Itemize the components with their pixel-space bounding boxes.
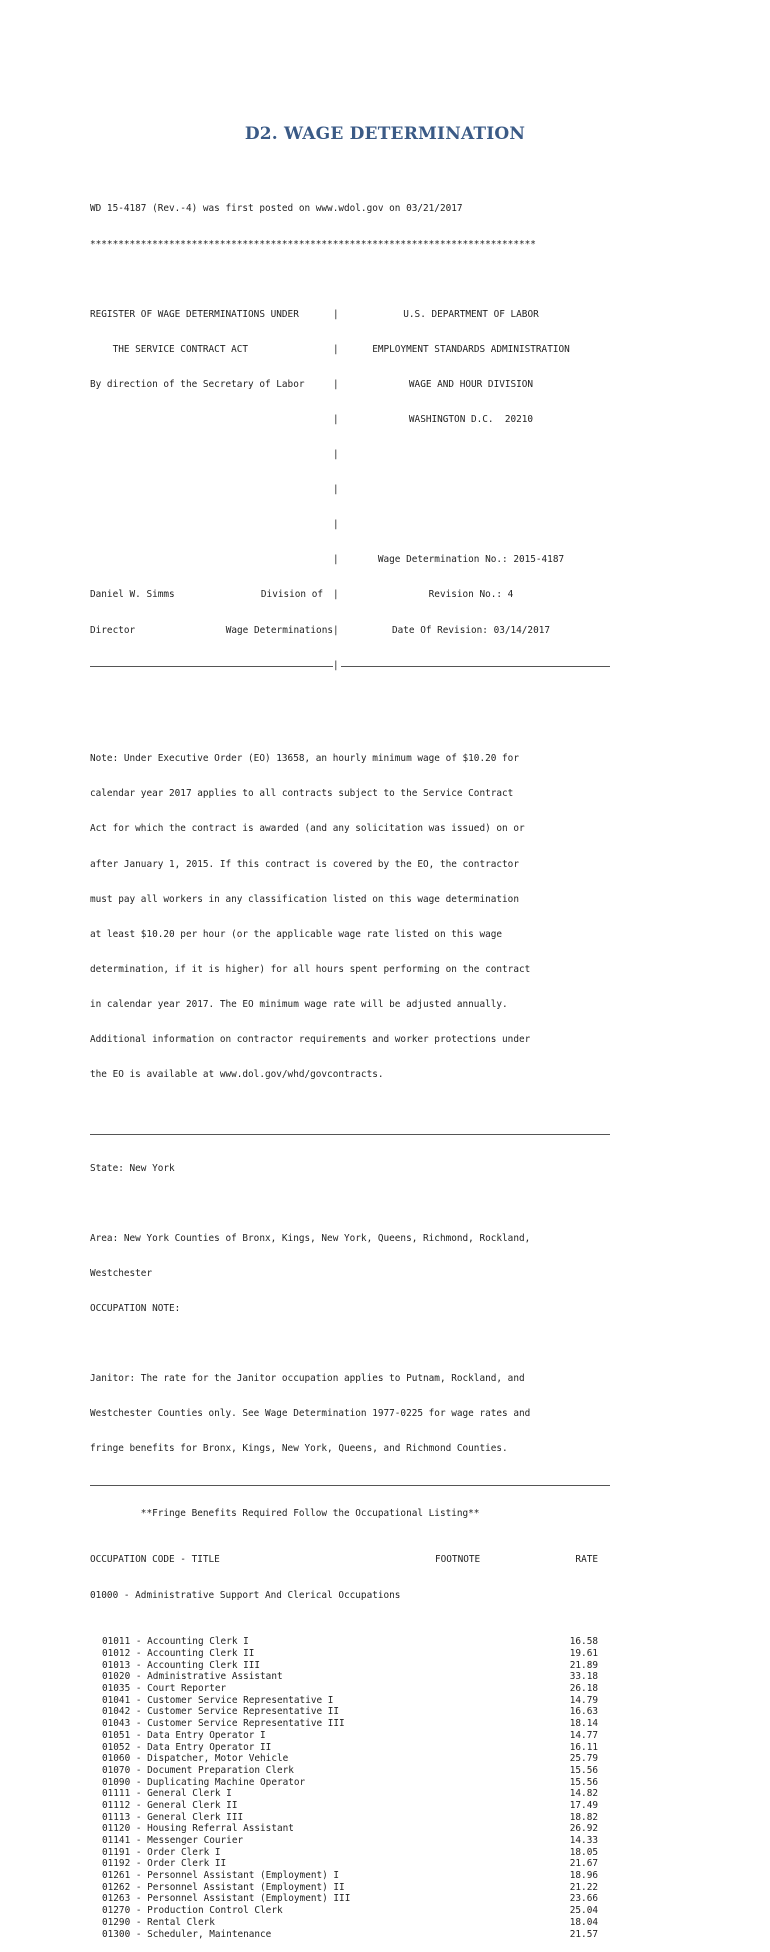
page-title: D2. WAGE DETERMINATION [244, 124, 526, 144]
table-row [90, 1882, 610, 1894]
table-row [90, 1870, 610, 1882]
occupation-code-title: 01141 - Messenger Courier [102, 1835, 244, 1846]
column-header-rate: RATE [575, 1554, 598, 1566]
occupation-rate: 18.96 [569, 1870, 598, 1882]
occupation-code-title: 01041 - Customer Service Representative I [102, 1694, 334, 1706]
table-row [90, 1753, 610, 1765]
table-row [90, 1648, 610, 1660]
occupation-code-title: 01270 - Production Control Clerk [102, 1905, 283, 1917]
occupation-rate: 18.14 [569, 1718, 598, 1730]
table-row [90, 1706, 610, 1718]
occupation-rate: 21.89 [569, 1659, 598, 1671]
divider [90, 1128, 610, 1140]
table-row [90, 1660, 610, 1672]
janitor-note-line: fringe benefits for Bronx, Kings, New York, Queens, and Richmond Counties. [90, 1443, 508, 1455]
occupation-rate: 18.04 [569, 1916, 598, 1928]
occupation-code-title: 01112 - General Clerk II [102, 1799, 238, 1811]
occupation-rate: 14.77 [569, 1729, 598, 1741]
occupation-code-title: 01070 - Document Preparation Clerk [102, 1764, 294, 1776]
wage-determination-number: Wage Determination No.: 2015-4187 [377, 554, 565, 566]
table-row [90, 1835, 610, 1847]
note-line: after January 1, 2015. If this contract is covered by the EO, the contractor [90, 858, 519, 870]
note-line: calendar year 2017 applies to all contracts subject to the Service Contract [90, 788, 514, 800]
occupation-code-title: 01035 - Court Reporter [102, 1683, 227, 1695]
occupation-rate: 14.79 [569, 1694, 598, 1706]
occupation-rate: 33.18 [569, 1671, 598, 1683]
occupation-rate: 21.22 [569, 1881, 598, 1893]
occupation-rate: 14.33 [569, 1835, 598, 1846]
occupation-rate: 14.82 [569, 1788, 598, 1800]
occupation-rate: 18.05 [569, 1846, 598, 1858]
occupation-code-title: 01261 - Personnel Assistant (Employment) I [102, 1870, 340, 1882]
table-row [90, 1905, 610, 1917]
header-block: REGISTER OF WAGE DETERMINATIONS UNDER | U.S. DEPARTMENT OF LABOR THE SERVICE CONTRACT ACT | EMPLOYMENT STANDARDS ADMINISTRATION By direction of the Secretary of Labor | WAGE AND HOUR DIVISION | WASHINGTON D.C. 20210 | | | | Wage Determination No.: 2015-4187 Daniel W. Simms Division of | Revision No.: 4 Director Wage Determinations | Date Of Revision: 03/14/2017 | [90, 285, 610, 694]
janitor-note-line: Janitor: The rate for the Janitor occupation applies to Putnam, Rockland, and [90, 1373, 525, 1385]
occupation-rate: 16.11 [569, 1741, 598, 1753]
note-line: at least $10.20 per hour (or the applicable wage rate listed on this wage [90, 928, 503, 940]
occupation-rate: 26.18 [569, 1683, 598, 1695]
occupation-code-title: 01290 - Rental Clerk [102, 1916, 215, 1928]
table-row [90, 1765, 610, 1777]
table-row [90, 1812, 610, 1824]
occupation-rate: 21.57 [569, 1928, 598, 1940]
occupation-group-title: 01000 - Administrative Support And Clerical Occupations [90, 1589, 401, 1601]
signer-title: Director [90, 624, 136, 636]
occupation-rate: 18.82 [569, 1811, 598, 1823]
signer-name: Daniel W. Simms [90, 589, 175, 601]
header-right-2: EMPLOYMENT STANDARDS ADMINISTRATION [372, 343, 570, 355]
column-header-footnote: FOOTNOTE [435, 1554, 481, 1566]
note-line: Note: Under Executive Order (EO) 13658, an hourly minimum wage of $10.20 for [90, 753, 519, 765]
table-row [90, 1695, 610, 1707]
table-row [90, 1847, 610, 1859]
table-row [90, 1893, 610, 1905]
revision-number: Revision No.: 4 [428, 589, 514, 601]
table-row [90, 1777, 610, 1789]
occupation-code-title: 01263 - Personnel Assistant (Employment) III [102, 1893, 351, 1905]
occupation-code-title: 01120 - Housing Referral Assistant [102, 1823, 294, 1835]
occupation-code-title: 01020 - Administrative Assistant [102, 1671, 283, 1683]
table-row [90, 1858, 610, 1870]
note-line: Act for which the contract is awarded (and any solicitation was issued) on or [90, 823, 525, 835]
occupation-code-title: 01191 - Order Clerk I [102, 1846, 221, 1858]
note-line: the EO is available at www.dol.gov/whd/govcontracts. [90, 1069, 384, 1081]
note-line: in calendar year 2017. The EO minimum wage rate will be adjusted annually. [90, 998, 508, 1010]
occupation-rate: 25.79 [569, 1753, 598, 1765]
occupation-rate: 17.49 [569, 1799, 598, 1811]
header-right-3: WAGE AND HOUR DIVISION [408, 378, 534, 390]
note-line: must pay all workers in any classification listed on this wage determination [90, 893, 519, 905]
occupation-code-title: 01192 - Order Clerk II [102, 1858, 227, 1870]
occupation-rate: 16.63 [569, 1706, 598, 1718]
occupation-code-title: 01090 - Duplicating Machine Operator [102, 1776, 306, 1788]
janitor-note-line: Westchester Counties only. See Wage Determination 1977-0225 for wage rates and [90, 1408, 531, 1420]
star-divider: ******************************************************************************* [90, 238, 536, 250]
header-left-2: THE SERVICE CONTRACT ACT [90, 343, 249, 355]
table-row [90, 1929, 610, 1941]
table-header [90, 1554, 610, 1566]
table-row [90, 1671, 610, 1683]
header-right-4: WASHINGTON D.C. 20210 [408, 413, 534, 425]
occupation-code-title: 01013 - Accounting Clerk III [102, 1659, 261, 1671]
occupation-code-title: 01060 - Dispatcher, Motor Vehicle [102, 1753, 289, 1765]
note-line: determination, if it is higher) for all hours spent performing on the contract [90, 963, 531, 975]
area-line: Westchester [90, 1267, 153, 1279]
occupation-list [90, 1636, 610, 1940]
occupation-code-title: 01012 - Accounting Clerk II [102, 1648, 255, 1659]
wage-determination-document [90, 180, 610, 1952]
signer-division-2: Wage Determinations [225, 624, 333, 636]
note-line: Additional information on contractor requirements and worker protections under [90, 1034, 531, 1045]
revision-date: Date Of Revision: 03/14/2017 [391, 624, 551, 636]
occupation-code-title: 01051 - Data Entry Operator I [102, 1729, 266, 1741]
header-left-3: By direction of the Secretary of Labor [90, 378, 305, 390]
table-row [90, 1823, 610, 1835]
occupation-code-title: 01262 - Personnel Assistant (Employment) II [102, 1881, 345, 1893]
table-row [90, 1917, 610, 1929]
fringe-benefits-line: **Fringe Benefits Required Follow the Occupational Listing** [90, 1507, 480, 1519]
occupation-rate: 26.92 [569, 1823, 598, 1835]
header-right-1: U.S. DEPARTMENT OF LABOR [403, 308, 539, 320]
occupation-rate: 25.04 [569, 1905, 598, 1917]
area-line: Area: New York Counties of Bronx, Kings, New York, Queens, Richmond, Rockland, [90, 1232, 531, 1244]
occupation-rate: 21.67 [569, 1858, 598, 1870]
table-row [90, 1683, 610, 1695]
table-row [90, 1730, 610, 1742]
divider [90, 1479, 610, 1491]
occupation-code-title: 01111 - General Clerk I [102, 1788, 232, 1800]
wd-posted-line: WD 15-4187 (Rev.-4) was first posted on www.wdol.gov on 03/21/2017 [90, 203, 463, 215]
occupation-code-title: 01300 - Scheduler, Maintenance [102, 1928, 272, 1940]
occupation-rate: 19.61 [569, 1648, 598, 1659]
occupation-rate: 16.58 [569, 1636, 598, 1648]
column-header-code-title: OCCUPATION CODE - TITLE [90, 1554, 220, 1566]
eo-note [90, 730, 610, 1104]
table-row [90, 1742, 610, 1754]
signer-division: Division of [260, 589, 323, 601]
occupation-code-title: 01113 - General Clerk III [102, 1811, 244, 1823]
occupation-code-title: 01042 - Customer Service Representative II [102, 1706, 340, 1718]
table-row [90, 1788, 610, 1800]
state-line: State: New York [90, 1162, 175, 1174]
occupation-rate: 15.56 [569, 1776, 598, 1788]
table-row [90, 1718, 610, 1730]
table-row [90, 1800, 610, 1812]
occupation-rate: 15.56 [569, 1764, 598, 1776]
occupation-code-title: 01052 - Data Entry Operator II [102, 1741, 272, 1753]
occupation-note-label: OCCUPATION NOTE: [90, 1303, 181, 1315]
occupation-code-title: 01011 - Accounting Clerk I [102, 1636, 249, 1648]
header-left-1: REGISTER OF WAGE DETERMINATIONS UNDER [90, 308, 299, 320]
table-row [90, 1636, 610, 1648]
occupation-rate: 23.66 [569, 1893, 598, 1905]
occupation-code-title: 01043 - Customer Service Representative III [102, 1718, 345, 1730]
